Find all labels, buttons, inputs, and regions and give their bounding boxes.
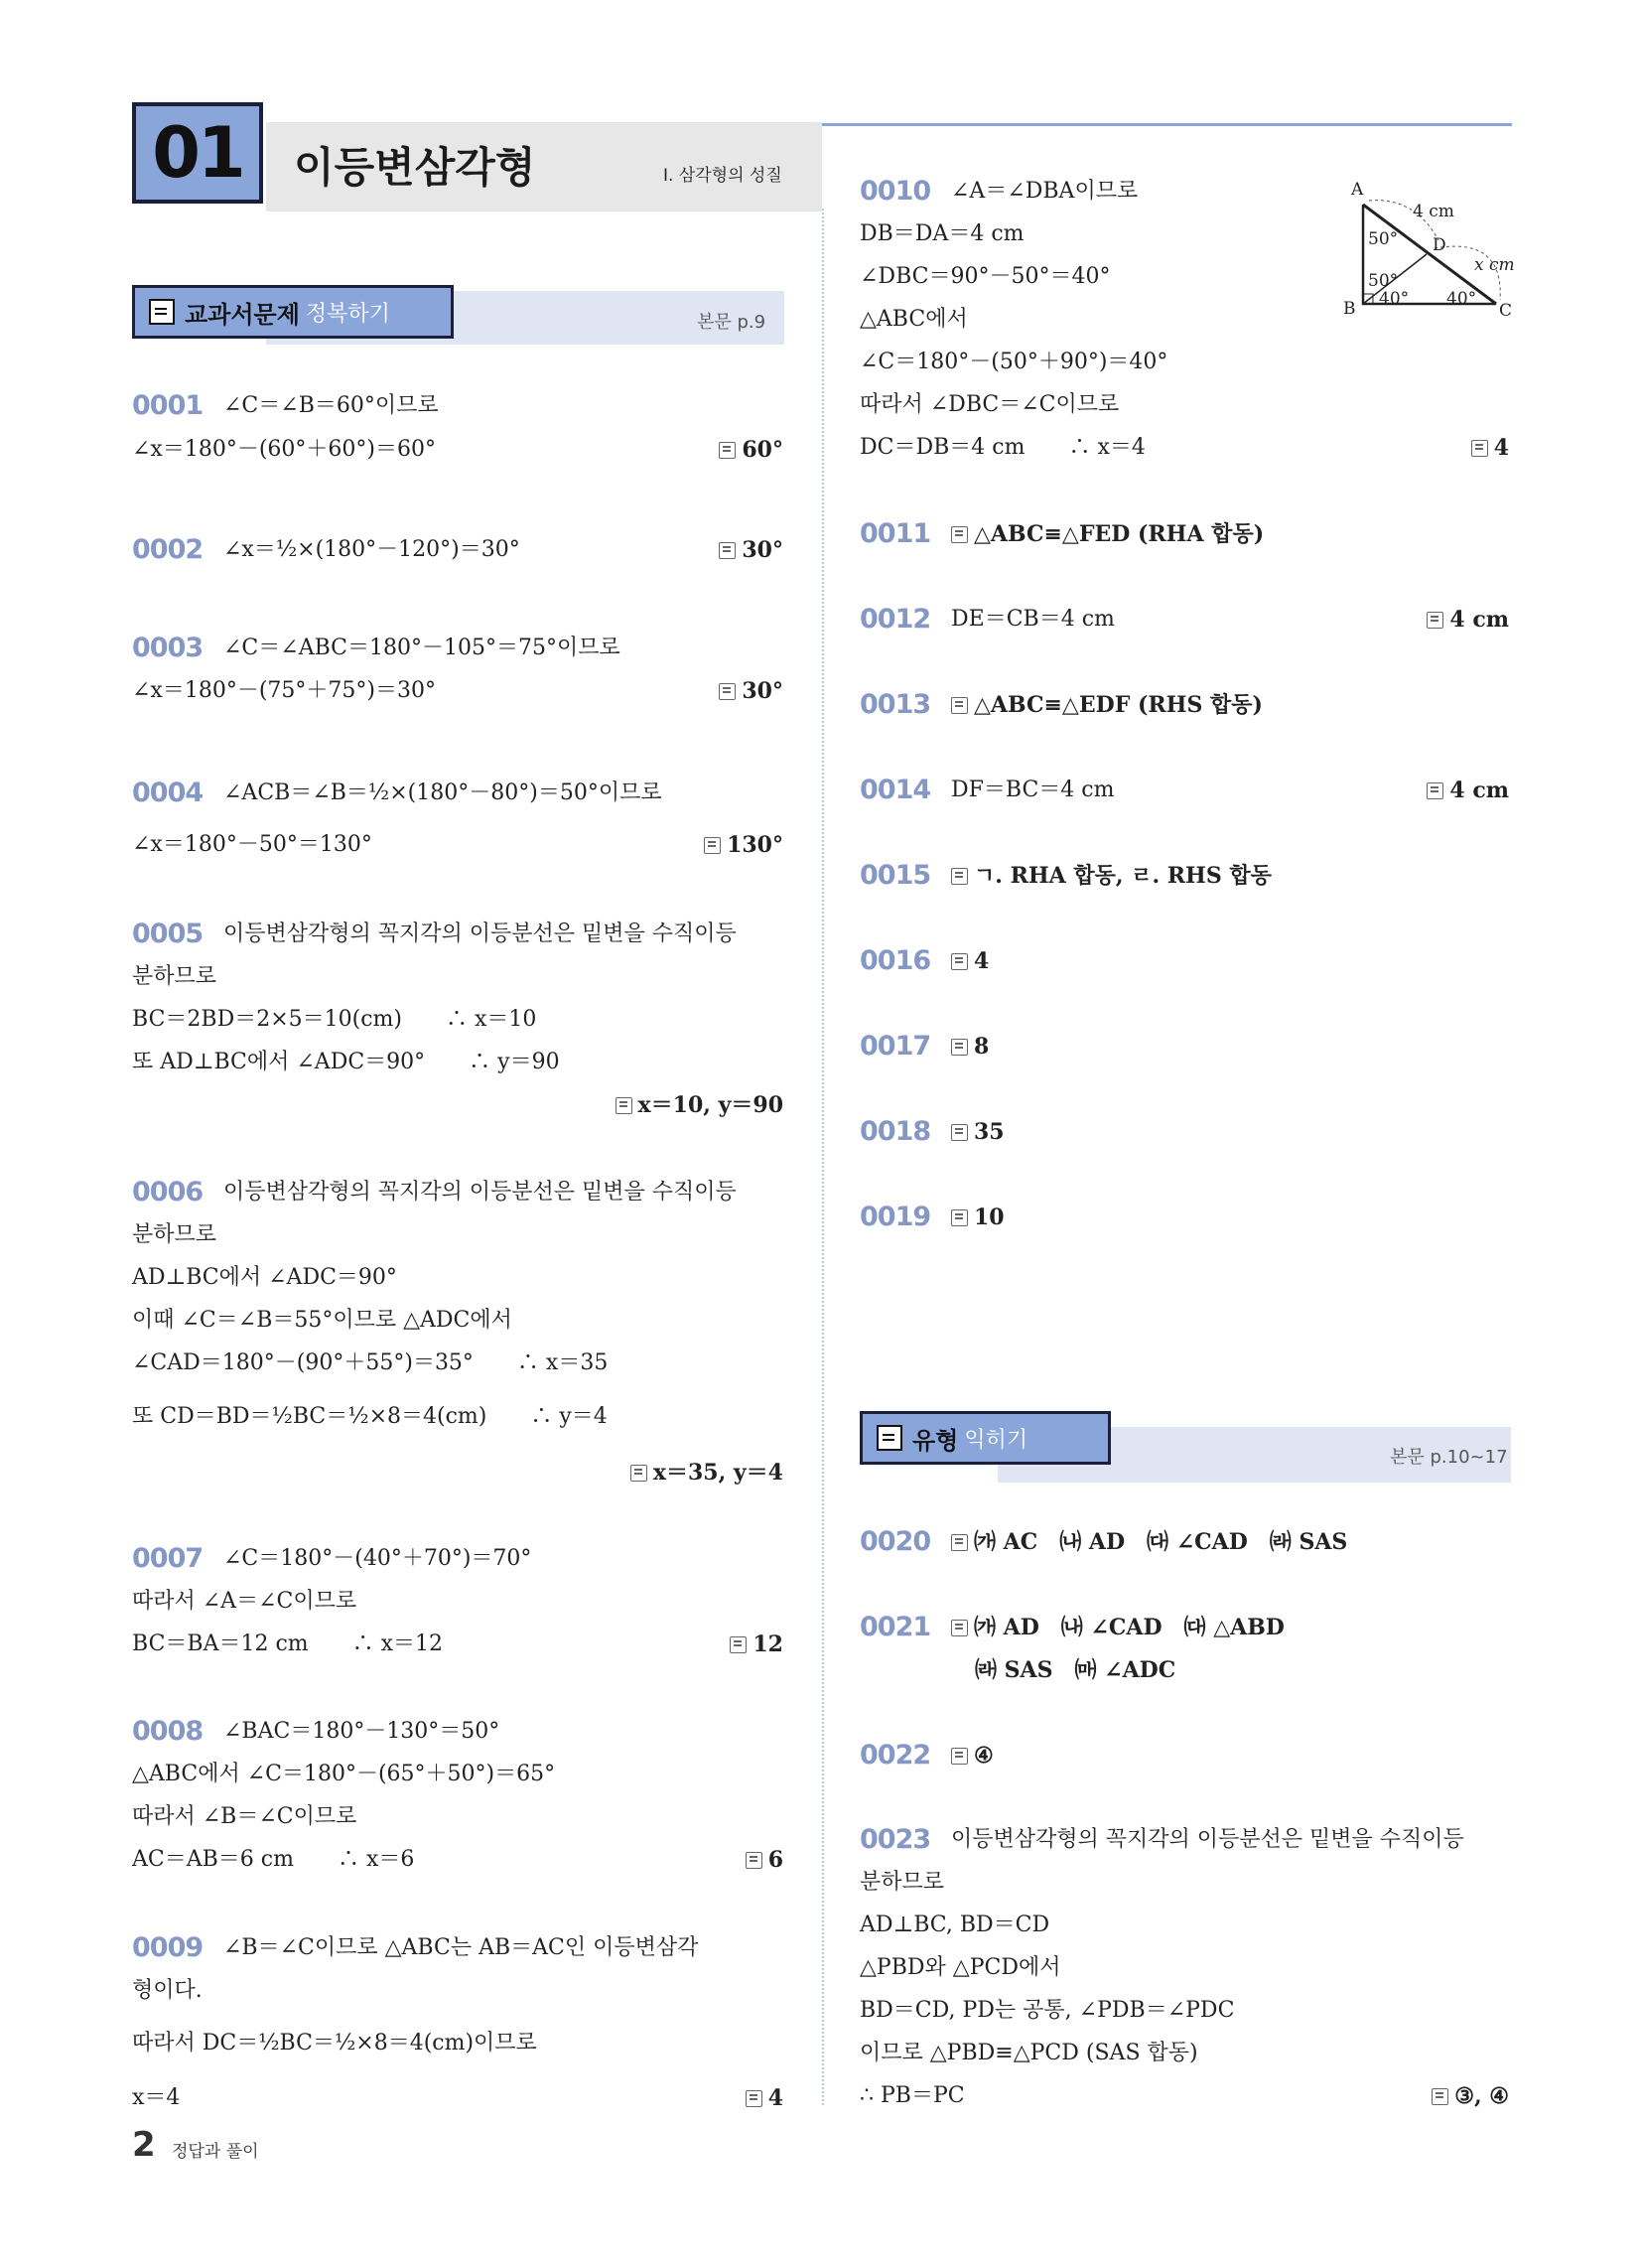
chapter-title: 이등변삼각형 (294, 143, 536, 192)
answer-icon (746, 1852, 762, 1869)
solution-line: 따라서 ∠A＝∠C이므로 (132, 1589, 357, 1614)
solution-line: ∠A＝∠DBA이므로 (951, 179, 1139, 204)
answer: ④ (951, 1741, 994, 1771)
solution-line: 분하므로 (132, 1222, 217, 1247)
label-A: A (1351, 180, 1364, 200)
column-divider (822, 209, 824, 2105)
answer-icon (1432, 2088, 1448, 2105)
solution-line: ∠DBC＝90°－50°＝40° (860, 264, 1111, 289)
answer-icon (616, 1097, 632, 1114)
solution-line: 또 AD⊥BC에서 ∠ADC＝90° ∴ y＝90 (132, 1050, 560, 1074)
solution-line: AC＝AB＝6 cm ∴ x＝6 (132, 1847, 415, 1872)
solution-line: 따라서 ∠B＝∠C이므로 (132, 1804, 357, 1829)
answer: 30° (719, 676, 783, 706)
answer: 4 (1471, 433, 1509, 463)
answer: 6 (746, 1845, 783, 1875)
problem-number: 0017 (860, 1031, 931, 1062)
label-4cm: 4 cm (1413, 202, 1454, 221)
page-label: 정답과 풀이 (172, 2142, 259, 2162)
solution-line: ∠BAC＝180°－130°＝50° (223, 1719, 500, 1744)
solution-line: DC＝DB＝4 cm ∴ x＝4 (860, 435, 1146, 460)
answer-icon (630, 1465, 647, 1482)
problem-number: 0021 (860, 1612, 931, 1642)
answer: 8 (951, 1032, 989, 1062)
answer: 4 cm (1427, 605, 1509, 635)
answer-icon (719, 442, 736, 459)
answer: △ABC≡△EDF (RHS 합동) (951, 690, 1263, 720)
solution-line: ∠CAD＝180°－(90°＋55°)＝35° ∴ x＝35 (132, 1350, 609, 1375)
answer-cont: ㈑ SAS ㈒ ∠ADC (975, 1657, 1176, 1683)
solution-line: △ABC에서 (860, 307, 968, 332)
answer: ㄱ. RHA 합동, ㄹ. RHS 합동 (951, 861, 1272, 891)
section-tag (132, 285, 454, 339)
answer-icon (704, 837, 721, 854)
answer-icon (719, 683, 736, 700)
answer-icon (951, 953, 968, 970)
section-tag (860, 1411, 1111, 1465)
problem-number: 0007 (132, 1543, 204, 1574)
solution-line: BC＝2BD＝2×5＝10(cm) ∴ x＝10 (132, 1007, 537, 1032)
solution-line: DE＝CB＝4 cm (951, 607, 1115, 632)
problem-number: 0019 (860, 1202, 931, 1232)
solution-line: 이등변삼각형의 꼭지각의 이등분선은 밑변을 수직이등 (223, 921, 737, 946)
solution-line: △PBD와 △PCD에서 (860, 1955, 1061, 1980)
solution-line: 형이다. (132, 1978, 203, 2003)
solution-line: ∠C＝∠B＝60°이므로 (223, 393, 439, 418)
answer-icon (951, 526, 968, 543)
label-C: C (1499, 301, 1513, 321)
solution-line: 따라서 ∠DBC＝∠C이므로 (860, 392, 1120, 417)
answer-icon (951, 1039, 968, 1056)
section-label-bold: 유형 (912, 1426, 959, 1455)
triangle-diagram (1335, 177, 1524, 324)
problem-number: 0023 (860, 1824, 931, 1855)
answer-icon (951, 868, 968, 885)
answer-icon (1427, 782, 1443, 799)
solution-line: 분하므로 (132, 964, 217, 989)
problem-number: 0006 (132, 1177, 204, 1207)
answer: 4 (746, 2083, 783, 2113)
answer: 30° (719, 535, 783, 565)
solution-line: ∠ACB＝∠B＝½×(180°－80°)＝50°이므로 (223, 780, 662, 805)
problem-number: 0004 (132, 778, 204, 808)
section-label-light: 정복하기 (305, 301, 390, 327)
solution-line: ∠B＝∠C이므로 △ABC는 AB＝AC인 이등변삼각 (223, 1935, 699, 1960)
solution-line: ∴ PB＝PC (860, 2083, 965, 2108)
label-angle-40a: 40° (1379, 289, 1410, 309)
label-D: D (1433, 235, 1446, 255)
answer: 12 (730, 1630, 783, 1659)
answer-icon (1427, 612, 1443, 629)
answer-icon (951, 1748, 968, 1765)
solution-line: △ABC에서 ∠C＝180°－(65°＋50°)＝65° (132, 1762, 556, 1786)
problem-number: 0020 (860, 1526, 931, 1557)
problem-number: 0012 (860, 604, 931, 635)
answer: ③, ④ (1432, 2081, 1509, 2111)
answer: x＝35, y＝4 (630, 1458, 783, 1488)
note-icon (149, 299, 175, 325)
solution-line: AD⊥BC에서 ∠ADC＝90° (132, 1265, 397, 1290)
problem-number: 0003 (132, 633, 204, 663)
label-x-cm: x cm (1474, 255, 1515, 275)
problem-number: 0011 (860, 518, 931, 549)
answer: x＝10, y＝90 (616, 1090, 783, 1120)
answer: 4 cm (1427, 776, 1509, 805)
solution-line: 이등변삼각형의 꼭지각의 이등분선은 밑변을 수직이등 (951, 1827, 1464, 1852)
problem-number: 0005 (132, 919, 204, 949)
label-B: B (1343, 299, 1356, 319)
section-ref: 본문 p.9 (697, 312, 766, 333)
section-ref: 본문 p.10~17 (1390, 1447, 1508, 1468)
answer-icon (951, 1209, 968, 1226)
answer: △ABC≡△FED (RHA 합동) (951, 519, 1264, 549)
top-rule (822, 123, 1512, 126)
label-angle-50b: 50° (1368, 271, 1399, 291)
solution-line: DB＝DA＝4 cm (860, 221, 1025, 246)
solution-line: ∠x＝180°－50°＝130° (132, 832, 372, 857)
answer: 60° (719, 435, 783, 465)
problem-number: 0008 (132, 1716, 204, 1747)
answer-icon (951, 1124, 968, 1141)
solution-line: ∠C＝∠ABC＝180°－105°＝75°이므로 (223, 636, 620, 660)
solution-line: 또 CD＝BD＝½BC＝½×8＝4(cm) ∴ y＝4 (132, 1404, 608, 1429)
answer-icon (1471, 440, 1488, 457)
problem-number: 0001 (132, 390, 204, 421)
solution-line: 이때 ∠C＝∠B＝55°이므로 △ADC에서 (132, 1308, 512, 1333)
chapter-number-box (132, 102, 263, 204)
answer-icon (746, 2090, 762, 2107)
solution-line: DF＝BC＝4 cm (951, 778, 1115, 802)
solution-line: 따라서 DC＝½BC＝½×8＝4(cm)이므로 (132, 2031, 537, 2055)
problem-number: 0018 (860, 1116, 931, 1147)
answer: 4 (951, 946, 989, 976)
problem-number: 0010 (860, 176, 931, 207)
problem-number: 0015 (860, 860, 931, 891)
problem-number: 0009 (132, 1932, 204, 1963)
answer-icon (719, 542, 736, 559)
label-angle-50a: 50° (1368, 229, 1399, 249)
answer: ㈎ AD ㈏ ∠CAD ㈐ △ABD (951, 1613, 1285, 1642)
solution-line: ∠x＝½×(180°－120°)＝30° (223, 537, 520, 562)
label-angle-40b: 40° (1446, 289, 1477, 309)
chapter-number: 01 (152, 112, 243, 194)
section-label-light: 익히기 (964, 1427, 1028, 1453)
image-icon (877, 1425, 902, 1451)
problem-number: 0013 (860, 689, 931, 720)
solution-line: AD⊥BC, BD＝CD (860, 1913, 1050, 1937)
solution-line: BD＝CD, PD는 공통, ∠PDB＝∠PDC (860, 1998, 1235, 2023)
chapter-subtitle: I. 삼각형의 성질 (663, 166, 782, 186)
answer: ㈎ AC ㈏ AD ㈐ ∠CAD ㈑ SAS (951, 1527, 1347, 1557)
answer-icon (951, 1620, 968, 1636)
section-label-bold: 교과서문제 (185, 300, 300, 329)
solution-line: x＝4 (132, 2085, 181, 2110)
solution-line: BC＝BA＝12 cm ∴ x＝12 (132, 1631, 444, 1656)
solution-line: ∠x＝180°－(75°＋75°)＝30° (132, 678, 436, 703)
solution-line: 분하므로 (860, 1870, 945, 1895)
solution-line: 이등변삼각형의 꼭지각의 이등분선은 밑변을 수직이등 (223, 1180, 737, 1205)
answer: 130° (704, 830, 783, 860)
page-number: 2 (132, 2125, 156, 2165)
solution-line: 이므로 △PBD≡△PCD (SAS 합동) (860, 2041, 1198, 2065)
answer-icon (730, 1636, 747, 1653)
problem-number: 0002 (132, 534, 204, 565)
answer: 10 (951, 1203, 1005, 1232)
problem-number: 0016 (860, 945, 931, 976)
answer-icon (951, 1534, 968, 1551)
answer-icon (951, 697, 968, 714)
solution-line: ∠x＝180°－(60°＋60°)＝60° (132, 437, 436, 462)
answer: 35 (951, 1117, 1005, 1147)
solution-line: ∠C＝180°－(50°＋90°)＝40° (860, 350, 1168, 374)
problem-number: 0014 (860, 775, 931, 805)
solution-line: ∠C＝180°－(40°＋70°)＝70° (223, 1546, 532, 1571)
problem-number: 0022 (860, 1740, 931, 1771)
